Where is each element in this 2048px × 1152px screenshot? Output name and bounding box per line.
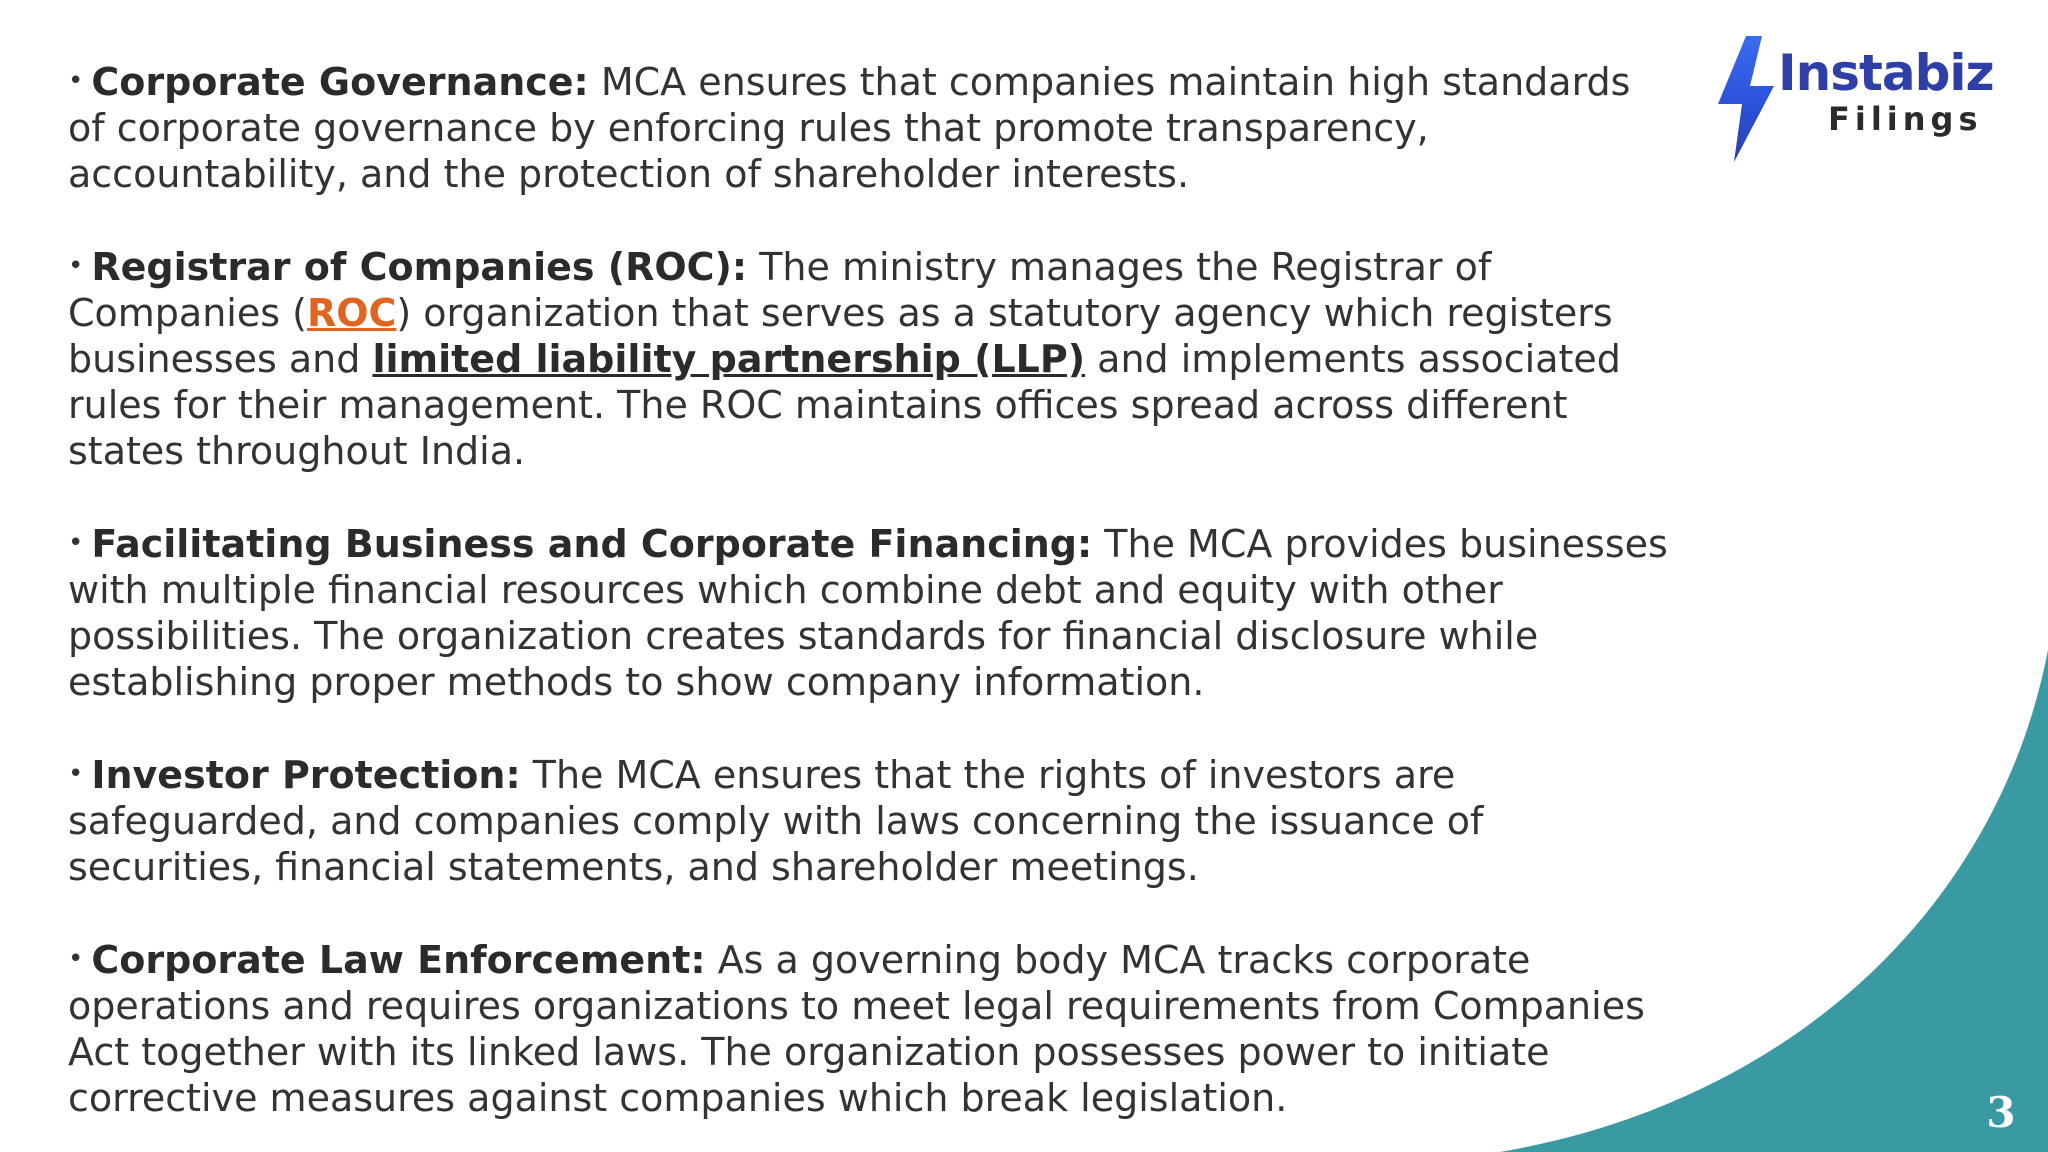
company-logo <box>1712 34 2002 164</box>
bullet-icon: • <box>68 251 84 281</box>
bullet-icon: • <box>68 759 84 789</box>
list-item-business-financing <box>68 520 1668 705</box>
item-text: The MCA provides businesses with multiple financial resources which combine debt and equity with other possibilities. The organization creates standards for financial disclosure while establishing proper methods to show company information. <box>68 522 1668 704</box>
item-heading: Corporate Law Enforcement: <box>91 938 706 982</box>
lightning-bolt-icon <box>1712 34 1782 164</box>
list-item-corporate-governance <box>68 58 1668 197</box>
item-text: ) organization that serves as a statutory agency which registers businesses and <box>68 291 1613 381</box>
list-item-investor-protection <box>68 751 1668 890</box>
page-number: 3 <box>1986 1088 2016 1137</box>
item-heading: Corporate Governance: <box>91 60 589 104</box>
item-text: The MCA ensures that the rights of investors are safeguarded, and companies comply with laws concerning the issuance of securities, financial statements, and shareholder meetings. <box>68 753 1484 889</box>
bullet-list <box>68 58 1668 1121</box>
item-heading: Facilitating Business and Corporate Financing: <box>91 522 1093 566</box>
item-text: MCA ensures that companies maintain high standards of corporate governance by enforcing rules that promote transparency, accountability, and the protection of shareholder interests. <box>68 60 1631 196</box>
bullet-icon: • <box>68 528 84 558</box>
list-item-registrar-of-companies <box>68 243 1668 474</box>
item-text: and implements associated rules for their management. The ROC maintains offices spread across different states throughout India. <box>68 337 1621 473</box>
list-item-corporate-law-enforcement <box>68 936 1668 1121</box>
roc-link[interactable]: ROC <box>306 291 397 335</box>
logo-text-instabiz: Instabiz <box>1778 44 1994 102</box>
bullet-icon: • <box>68 944 84 974</box>
item-text: As a governing body MCA tracks corporate operations and requires organizations to meet legal requirements from Companies Act together with its linked laws. The organization possesses power to initiate corrective measures against companies which break legislation. <box>68 938 1645 1120</box>
item-heading: Registrar of Companies (ROC): <box>91 245 748 289</box>
bullet-icon: • <box>68 66 84 96</box>
item-text: The ministry manages the Registrar of Companies ( <box>68 245 1492 335</box>
llp-link[interactable]: limited liability partnership (LLP) <box>372 337 1086 381</box>
item-heading: Investor Protection: <box>91 753 521 797</box>
logo-text-filings: Filings <box>1828 100 1983 138</box>
